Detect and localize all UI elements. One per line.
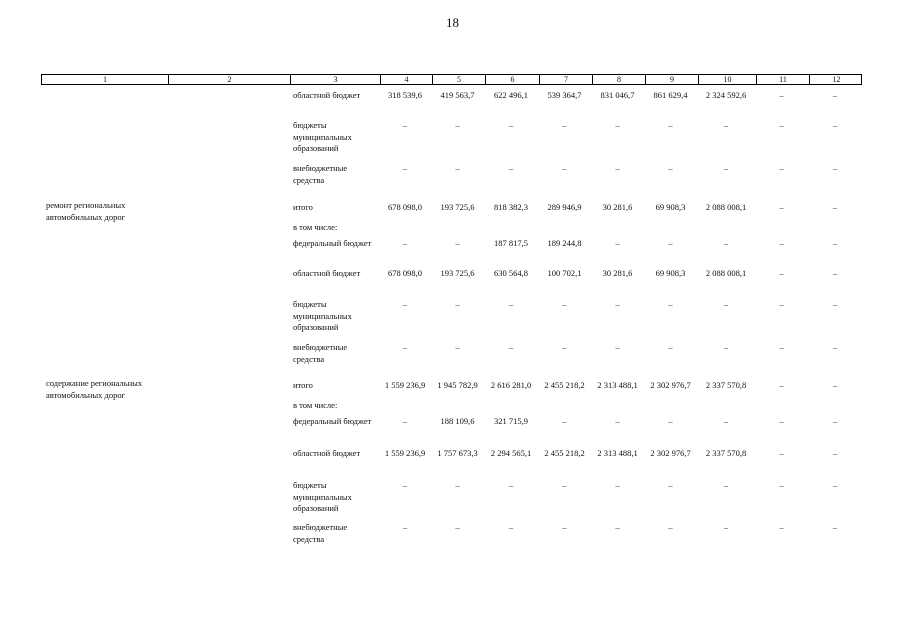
header-col-6: 6 bbox=[485, 75, 539, 84]
header-col-4: 4 bbox=[380, 75, 432, 84]
cell-col-6: 818 382,3 bbox=[494, 202, 528, 212]
cell-col-5: 1 757 673,3 bbox=[437, 448, 478, 458]
cell-col-9: – bbox=[668, 120, 673, 130]
cell-col-5: 193 725,6 bbox=[440, 268, 475, 278]
cell-col-4: 678 098,0 bbox=[388, 268, 422, 278]
row-label: областной бюджет bbox=[293, 90, 361, 100]
table-header-row bbox=[41, 74, 862, 85]
cell-col-11: – bbox=[779, 380, 784, 390]
cell-col-11: – bbox=[779, 120, 784, 130]
cell-col-7: – bbox=[562, 522, 567, 532]
cell-col-11: – bbox=[779, 522, 784, 532]
cell-col-10: 2 337 570,8 bbox=[705, 380, 747, 390]
row-label: областной бюджет bbox=[293, 448, 361, 458]
row-label: бюджеты муниципальных образований bbox=[293, 299, 352, 332]
cell-col-8: 30 281,6 bbox=[602, 202, 633, 212]
cell-col-7: – bbox=[562, 342, 567, 352]
cell-col-12: – bbox=[832, 299, 838, 309]
cell-col-9: – bbox=[668, 342, 673, 352]
row-label: в том числе: bbox=[293, 400, 338, 410]
cell-col-9: 2 302 976,7 bbox=[650, 380, 691, 390]
cell-col-9: 69 908,3 bbox=[655, 202, 686, 212]
header-col-9: 9 bbox=[645, 75, 698, 84]
cell-col-12: – bbox=[832, 480, 838, 490]
cell-col-6: 622 496,1 bbox=[494, 90, 528, 100]
cell-col-5: – bbox=[455, 238, 460, 248]
cell-col-4: 318 539,6 bbox=[388, 90, 422, 100]
cell-col-5: 1 945 782,9 bbox=[437, 380, 478, 390]
cell-col-8: – bbox=[615, 238, 620, 248]
cell-col-7: – bbox=[562, 299, 567, 309]
cell-col-6: – bbox=[508, 120, 514, 130]
cell-col-6: – bbox=[508, 522, 514, 532]
cell-col-6: – bbox=[508, 480, 514, 490]
cell-col-5: – bbox=[455, 120, 460, 130]
cell-col-4: – bbox=[402, 480, 408, 490]
cell-col-9: – bbox=[668, 480, 673, 490]
cell-col-11: – bbox=[779, 416, 784, 426]
cell-col-7: – bbox=[562, 163, 567, 173]
cell-col-12: – bbox=[832, 163, 838, 173]
cell-col-8: – bbox=[615, 522, 620, 532]
cell-col-10: – bbox=[723, 120, 729, 130]
cell-col-12: – bbox=[832, 448, 838, 458]
cell-col-7: 539 364,7 bbox=[547, 90, 582, 100]
cell-col-4: – bbox=[402, 120, 408, 130]
cell-col-4: – bbox=[402, 238, 408, 248]
cell-col-7: 2 455 218,2 bbox=[544, 380, 585, 390]
cell-col-12: – bbox=[832, 342, 838, 352]
cell-col-12: – bbox=[832, 380, 838, 390]
cell-col-9: – bbox=[668, 238, 673, 248]
page-number: 18 bbox=[446, 15, 459, 30]
header-col-2: 2 bbox=[168, 75, 290, 84]
cell-col-11: – bbox=[779, 480, 784, 490]
cell-col-5: – bbox=[455, 163, 460, 173]
cell-col-6: – bbox=[508, 163, 514, 173]
cell-col-10: – bbox=[723, 416, 729, 426]
header-col-8: 8 bbox=[592, 75, 645, 84]
cell-col-10: 2 324 592,6 bbox=[705, 90, 747, 100]
cell-col-11: – bbox=[779, 90, 784, 100]
cell-col-7: 100 702,1 bbox=[547, 268, 582, 278]
cell-col-9: – bbox=[668, 416, 673, 426]
cell-col-4: 678 098,0 bbox=[388, 202, 422, 212]
cell-col-4: – bbox=[402, 299, 408, 309]
row-label: бюджеты муниципальных образований bbox=[293, 480, 352, 513]
cell-col-8: 2 313 488,1 bbox=[597, 448, 638, 458]
cell-col-7: – bbox=[562, 416, 567, 426]
row-label: внебюджетные средства bbox=[293, 342, 348, 364]
cell-col-9: 2 302 976,7 bbox=[650, 448, 691, 458]
cell-col-8: 2 313 488,1 bbox=[597, 380, 638, 390]
cell-col-4: 1 559 236,9 bbox=[384, 380, 426, 390]
header-col-11: 11 bbox=[756, 75, 809, 84]
row-label: внебюджетные средства bbox=[293, 522, 348, 544]
row-label: итого bbox=[293, 202, 313, 212]
cell-col-5: – bbox=[455, 522, 460, 532]
cell-col-11: – bbox=[779, 299, 784, 309]
row-label: федеральный бюджет bbox=[293, 238, 372, 248]
cell-col-10: 2 088 008,1 bbox=[705, 202, 747, 212]
cell-col-12: – bbox=[832, 238, 838, 248]
cell-col-8: – bbox=[615, 342, 620, 352]
cell-col-7: 289 946,9 bbox=[547, 202, 582, 212]
cell-col-8: – bbox=[615, 120, 620, 130]
cell-col-12: – bbox=[832, 120, 838, 130]
cell-col-4: – bbox=[402, 522, 408, 532]
header-col-1: 1 bbox=[103, 75, 107, 84]
cell-col-4: – bbox=[402, 342, 408, 352]
row-label: итого bbox=[293, 380, 313, 390]
row-label: областной бюджет bbox=[293, 268, 361, 278]
cell-col-6: – bbox=[508, 299, 514, 309]
cell-col-11: – bbox=[779, 268, 784, 278]
cell-col-6: 630 564,8 bbox=[494, 268, 528, 278]
cell-col-11: – bbox=[779, 163, 784, 173]
cell-col-5: 419 563,7 bbox=[440, 90, 475, 100]
cell-col-12: – bbox=[832, 522, 838, 532]
cell-col-12: – bbox=[832, 416, 838, 426]
cell-col-6: – bbox=[508, 342, 514, 352]
cell-col-10: – bbox=[723, 342, 729, 352]
cell-col-8: – bbox=[615, 299, 620, 309]
cell-col-12: – bbox=[832, 90, 838, 100]
row-label: бюджеты муниципальных образований bbox=[293, 120, 352, 153]
cell-col-7: 2 455 218,2 bbox=[544, 448, 585, 458]
cell-col-5: – bbox=[455, 342, 460, 352]
cell-col-12: – bbox=[832, 202, 838, 212]
cell-col-8: – bbox=[615, 163, 620, 173]
cell-col-10: – bbox=[723, 480, 729, 490]
row-label: федеральный бюджет bbox=[293, 416, 372, 426]
cell-col-6: 187 817,5 bbox=[494, 238, 528, 248]
cell-col-5: 193 725,6 bbox=[440, 202, 475, 212]
cell-col-4: – bbox=[402, 163, 408, 173]
cell-col-8: – bbox=[615, 416, 620, 426]
cell-col-5: – bbox=[455, 480, 460, 490]
cell-col-10: – bbox=[723, 522, 729, 532]
cell-col-7: – bbox=[562, 480, 567, 490]
header-col-5: 5 bbox=[432, 75, 485, 84]
header-col-10: 10 bbox=[698, 75, 756, 84]
header-col-3: 3 bbox=[290, 75, 380, 84]
cell-col-6: 321 715,9 bbox=[494, 416, 528, 426]
cell-col-11: – bbox=[779, 448, 784, 458]
cell-col-10: – bbox=[723, 238, 729, 248]
cell-col-12: – bbox=[832, 268, 838, 278]
cell-col-11: – bbox=[779, 202, 784, 212]
row-label: в том числе: bbox=[293, 222, 338, 232]
cell-col-7: – bbox=[562, 120, 567, 130]
cell-col-9: – bbox=[668, 522, 673, 532]
cell-col-6: 2 616 281,0 bbox=[490, 380, 532, 390]
cell-col-8: – bbox=[615, 480, 620, 490]
cell-col-10: – bbox=[723, 163, 729, 173]
cell-col-7: 189 244,8 bbox=[547, 238, 582, 248]
cell-col-5: – bbox=[455, 299, 460, 309]
cell-col-11: – bbox=[779, 342, 784, 352]
row-label: внебюджетные средства bbox=[293, 163, 348, 185]
cell-col-4: 1 559 236,9 bbox=[384, 448, 426, 458]
cell-col-5: 188 109,6 bbox=[440, 416, 475, 426]
category-label: ремонт региональных автомобильных дорог bbox=[46, 200, 126, 222]
cell-col-10: 2 088 008,1 bbox=[705, 268, 747, 278]
cell-col-8: 30 281,6 bbox=[602, 268, 633, 278]
cell-col-9: 69 908,3 bbox=[655, 268, 686, 278]
cell-col-6: 2 294 565,1 bbox=[490, 448, 532, 458]
header-col-7: 7 bbox=[539, 75, 592, 84]
cell-col-10: – bbox=[723, 299, 729, 309]
header-col-12: 12 bbox=[809, 75, 863, 84]
cell-col-4: – bbox=[402, 416, 408, 426]
cell-col-9: – bbox=[668, 163, 673, 173]
cell-col-9: – bbox=[668, 299, 673, 309]
cell-col-9: 861 629,4 bbox=[653, 90, 688, 100]
cell-col-11: – bbox=[779, 238, 784, 248]
category-label: содержание региональных автомобильных дорог bbox=[46, 378, 143, 400]
cell-col-8: 831 046,7 bbox=[600, 90, 635, 100]
cell-col-10: 2 337 570,8 bbox=[705, 448, 747, 458]
